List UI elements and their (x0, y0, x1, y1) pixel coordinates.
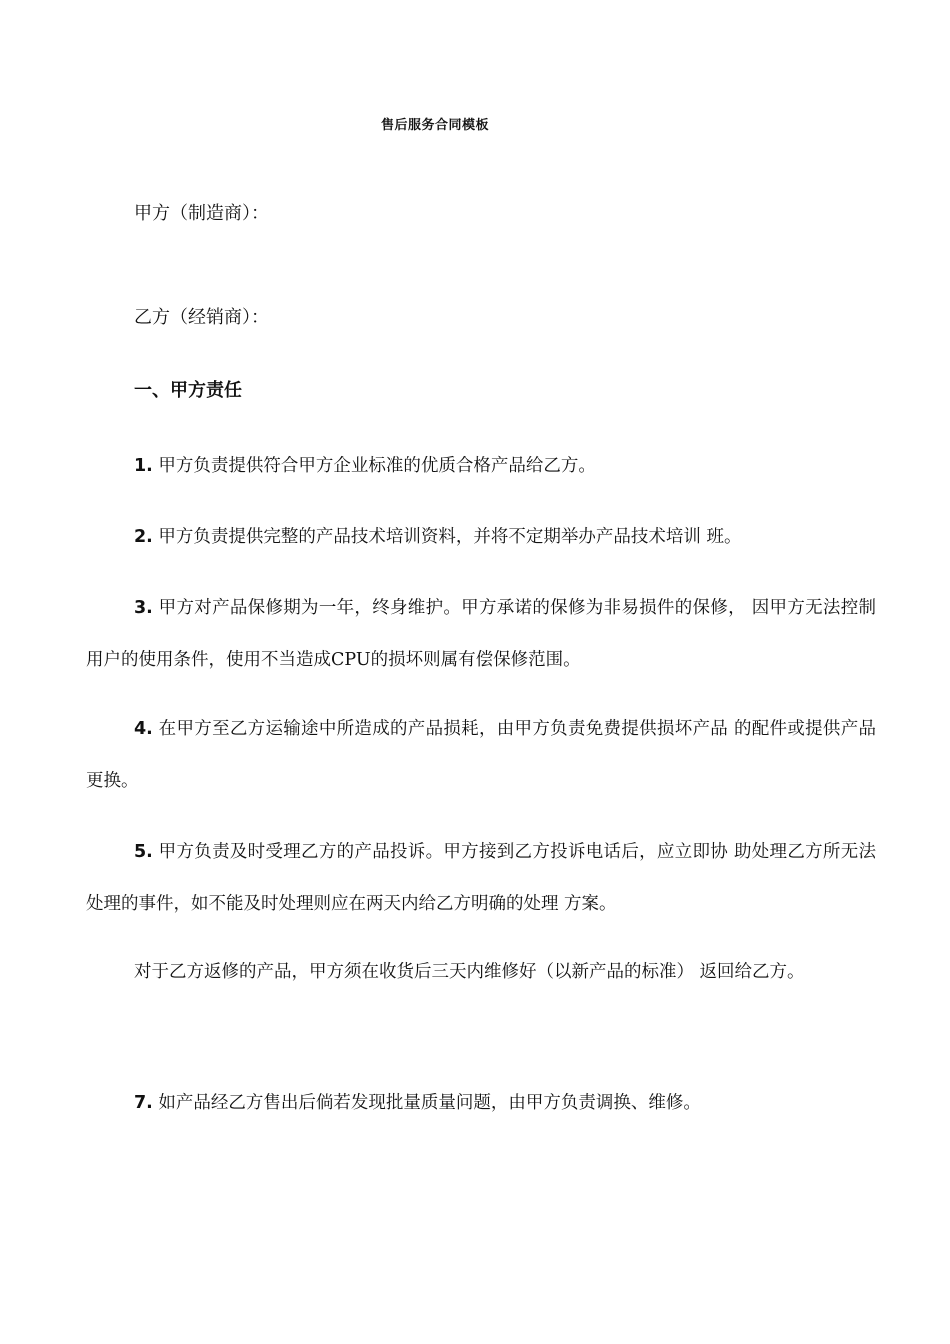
clause-number: 7. (134, 1093, 153, 1113)
clause-text: 甲方对产品保修期为一年，终身维护。甲方承诺的保修为非易损件的保修， 因甲方无法控制用户的使用条件，使用不当造成CPU的损坏则属有偿保修范围。 (86, 598, 876, 670)
clause-text: 甲方负责提供完整的产品技术培训资料，并将不定期举办产品技术培训 班。 (152, 527, 742, 547)
clause-6 (86, 946, 876, 998)
clause-text: 对于乙方返修的产品，甲方须在收货后三天内维修好（以新产品的标准） 返回给乙方。 (134, 962, 805, 982)
clause-5 (86, 826, 876, 930)
party-b-label: 乙方（经销商）： (134, 307, 269, 328)
section-heading: 一、甲方责任 (134, 380, 242, 401)
clause-7 (86, 1077, 876, 1129)
clause-2 (86, 511, 876, 563)
clause-number: 5. (134, 842, 153, 862)
document-title: 售后服务合同模板 (380, 118, 489, 133)
clause-text: 在甲方至乙方运输途中所造成的产品损耗，由甲方负责免费提供损坏产品 的配件或提供产品更换。 (86, 719, 876, 791)
clause-4 (86, 703, 876, 807)
clause-number: 3. (134, 598, 153, 618)
clause-text: 甲方负责提供符合甲方企业标准的优质合格产品给乙方。 (152, 456, 596, 476)
clause-number: 4. (134, 719, 153, 739)
party-a-label: 甲方（制造商）： (134, 203, 269, 224)
clause-number: 1. (134, 456, 153, 476)
clause-3 (86, 582, 876, 686)
clause-text: 如产品经乙方售出后倘若发现批量质量问题，由甲方负责调换、维修。 (152, 1093, 701, 1113)
clause-number: 2. (134, 527, 153, 547)
clause-text: 甲方负责及时受理乙方的产品投诉。甲方接到乙方投诉电话后，应立即协 助处理乙方所无法处理的事件，如不能及时处理则应在两天内给乙方明确的处理 方案。 (86, 842, 876, 914)
clause-1 (86, 440, 876, 492)
